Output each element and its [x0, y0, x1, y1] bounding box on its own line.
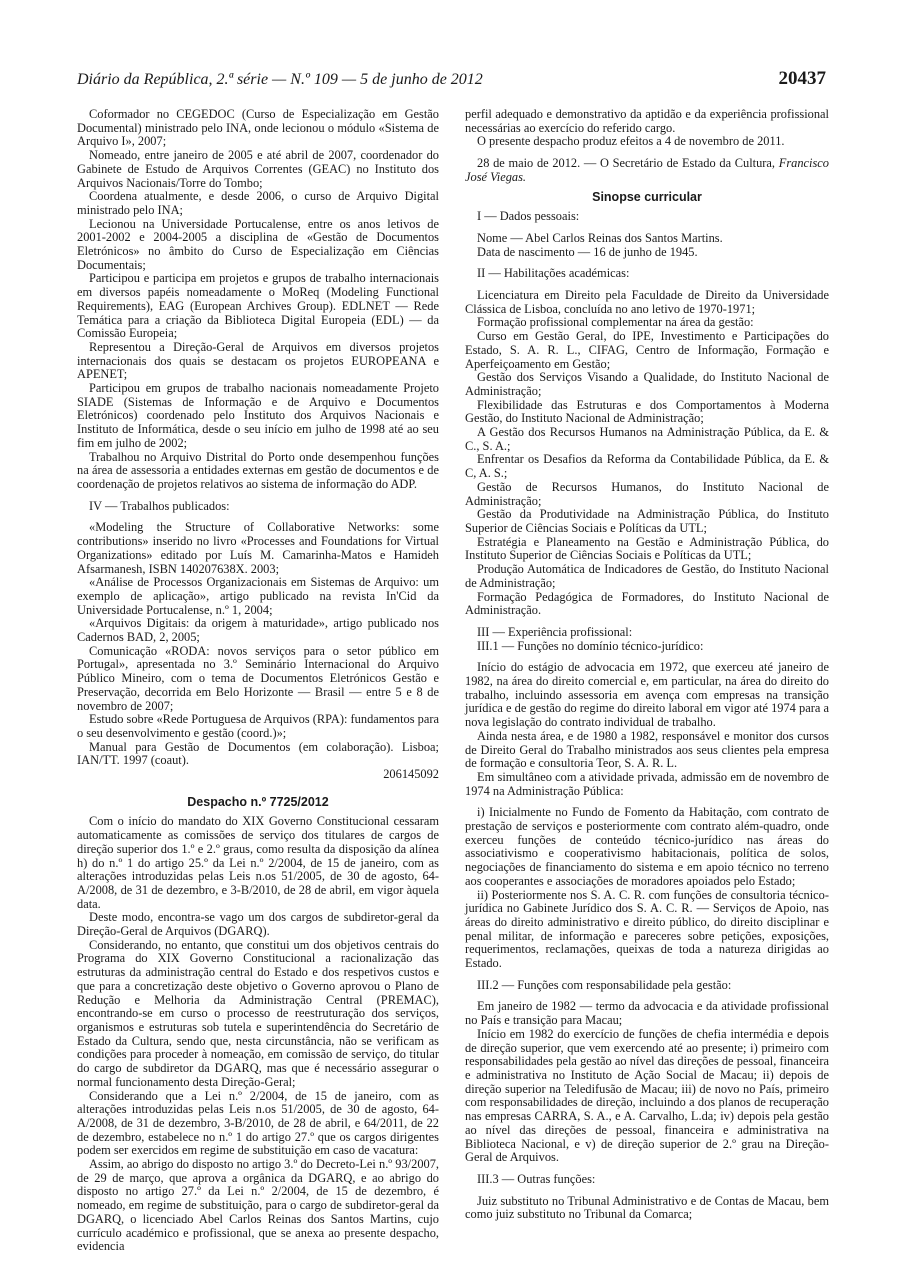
academic-item: Curso em Gestão Geral, do IPE, Investimento e Participações do Estado, S. A. R. L., CIFAG, Centro de Informação, Formação e Aperfeiçoamento em Gestão; — [465, 329, 829, 371]
experience-paragraph: Em janeiro de 1982 — termo da advocacia e da atividade profissional no País e transição para Macau; — [465, 999, 829, 1028]
section-heading: III — Experiência profissional: — [477, 624, 633, 639]
personal-item: Nome — Abel Carlos Reinas dos Santos Martins. — [477, 230, 723, 245]
cv-item: Participou e participa em projetos e grupos de trabalho internacionais em diversos papéis nomeadamente o MoReq (Modeling Functional Requirements), EAG (European Archives Group). EDLNET — Rede Temática para a criação da Biblioteca Digital Europeia (EDL) — da Comissão Europeia; — [77, 271, 439, 341]
despacho-paragraph: Deste modo, encontra-se vago um dos cargos de subdiretor-geral da Direção-Geral de Arquivos (DGARQ). — [77, 910, 439, 939]
publication-item: Manual para Gestão de Documentos (em colaboração). Lisboa; IAN/TT. 1997 (coaut). — [77, 739, 439, 768]
page-number: 20437 — [778, 68, 826, 89]
signature-line — [465, 157, 829, 184]
cv-item: Participou em grupos de trabalho nacionais nomeadamente Projeto SIADE (Sistemas de Informação e de Arquivo e Documentos Eletrónicos) coordenado pelo Instituto dos Arquivos Nacionais e Instituto de Informática, desde o seu início em julho de 1998 até ao seu fim em julho de 2002; — [77, 381, 439, 450]
experience-paragraph: Início em 1982 do exercício de funções de chefia intermédia e depois de direção superior, que vem exercendo até ao presente; i) primeiro com responsabilidades pela gestão ao nível das direções de pessoal, financeira e administrativa no Instituto de Ação Social de Macau; ii) depois de direção superior na Teledifusão de Macau; iii) de novo no País, primeiro com responsabilidades de direção, incluindo a dos planos de recuperação nas empresas CARRA, S. A., e A. Carvalho, L.da; iv) depois pela gestão ao nível das direções de pessoal, financeira e administrativa na Biblioteca Nacional, e v) de direção superior de 2.º grau na Direção-Geral de Arquivos. — [465, 1026, 829, 1165]
subsection-heading: III.3 — Outras funções: — [477, 1171, 596, 1186]
experience-paragraph: Ainda nesta área, e de 1980 a 1982, responsável e monitor dos cursos de Direito Geral do Trabalho ministrados aos seus clientes pela empresa de formação e consultoria Teor, S. A. R. L. — [465, 728, 829, 771]
publication-item: «Arquivos Digitais: da origem à maturidade», artigo publicado nos Cadernos BAD, 2, 2005; — [77, 616, 439, 645]
cv-item: Trabalhou no Arquivo Distrital do Porto onde desempenhou funções na área de assessoria a entidades externas em gestão de documentos e de coordenação de projetos relativos ao sistema de informação do ADP. — [77, 449, 439, 491]
academic-item: Gestão da Produtividade na Administração Pública, do Instituto Superior de Ciências Sociais e Políticas da UTL; — [465, 507, 829, 535]
cv-item: Representou a Direção-Geral de Arquivos em diversos projetos internacionais dos quais se destacam os projetos EUROPEANA e APENET; — [77, 339, 439, 382]
experience-item: i) Inicialmente no Fundo de Fomento da Habitação, com contrato de prestação de serviços e posteriormente com contrato além-quadro, onde exerceu funções de conteúdo técnico-jurídico nas áreas do associativismo e cooperativismo habitacionais, política de solos, negociações de financiamento do sistema e em apoio técnico no terreno aos cooperantes e associações de moradores apoiados pelo Estado; — [465, 805, 829, 888]
academic-item: Estratégia e Planeamento na Gestão e Administração Pública, do Instituto Superior de Ciências Sociais e Políticas da UTL; — [465, 534, 829, 563]
academic-item: Flexibilidade das Estruturas e dos Comportamentos à Moderna Gestão, do Instituto Nacional de Administração; — [465, 397, 829, 426]
journal-title: Diário da República, 2.ª série — N.º 109 — 5 de junho de 2012 — [77, 71, 483, 88]
personal-item: Data de nascimento — 16 de junho de 1945. — [477, 244, 698, 259]
section-heading: I — Dados pessoais: — [477, 209, 580, 224]
despacho-title: Despacho n.º 7725/2012 — [187, 794, 329, 809]
academic-item: Licenciatura em Direito pela Faculdade de Direito da Universidade Clássica de Lisboa, concluída no ano letivo de 1970-1971; — [465, 288, 829, 316]
left-column — [77, 108, 439, 1254]
academic-item: Formação profissional complementar na área da gestão: — [477, 315, 754, 330]
academic-item: Gestão dos Serviços Visando a Qualidade, do Instituto Nacional de Administração; — [465, 370, 829, 398]
sinopse-title: Sinopse curricular — [592, 189, 702, 204]
publications-heading: IV — Trabalhos publicados: — [89, 498, 230, 513]
despacho-paragraph: Considerando que a Lei n.º 2/2004, de 15 de janeiro, com as alterações introduzidas pelas Leis n.os 51/2005, de 30 de agosto, 64-A/2008, de 31 de dezembro, 3-B/2010, de 28 de abril, e 64/2011, de 22 de dezembro, estabelece no n.º 1 do artigo 27.º que os cargos dirigentes podem ser exercidos em regime de substituição em caso de vacatura: — [77, 1088, 439, 1158]
signatory-name: Francisco José Viegas. — [465, 156, 829, 184]
publication-item: Estudo sobre «Rede Portuguesa de Arquivos (RPA): fundamentos para o seu desenvolvimento e gestão (coord.)»; — [77, 712, 439, 740]
academic-item: A Gestão dos Recursos Humanos na Administração Pública, da E. & C., S. A.; — [465, 425, 829, 453]
despacho-paragraph: Assim, ao abrigo do disposto no artigo 3.º do Decreto-Lei n.º 93/2007, de 29 de março, que aprova a orgânica da DGARQ, e ao abrigo do disposto no artigo 27.º da Lei n.º 2/2004, de 15 de dezembro, é nomeado, em regime de substituição, para o cargo de subdiretor-geral da DGARQ, o licenciado Abel Carlos Reinas dos Santos Martins, cujo currículo académico e profissional, que se anexa ao presente despacho, evidencia — [77, 1157, 439, 1254]
experience-paragraph: Juiz substituto no Tribunal Administrativo e de Contas de Macau, bem como juiz substituto no Tribunal da Comarca; — [465, 1193, 829, 1222]
experience-item: ii) Posteriormente nos S. A. C. R. com funções de consultoria técnico-jurídica no Gabinete Jurídico dos S. A. C. R. — Serviços de Apoio, nas áreas do direito administrativo e direito público, do direito disciplinar e penal militar, de informação e pareceres sobre petições, exposições, requerimentos, reclamações, queixas de toda a natureza dirigidas ao Estado. — [465, 887, 829, 971]
subsection-heading: III.1 — Funções no domínio técnico-jurídico: — [477, 638, 704, 653]
publication-item: «Análise de Processos Organizacionais em Sistemas de Arquivo: um exemplo de aplicação», artigo publicado na revista In'Cid da Universidade Portucalense, n.º 1, 2004; — [77, 575, 439, 617]
publication-item: «Modeling the Structure of Collaborative Networks: some contributions» inserido no livro «Processes and Foundations for Virtual Organizations» editado por Luís M. Camarinha-Matos e Hamideh Afsarmanesh, ISBN 140207638X. 2003; — [77, 520, 439, 576]
academic-item: Formação Pedagógica de Formadores, do Instituto Nacional de Administração. — [465, 589, 829, 618]
despacho-paragraph: Com o início do mandato do XIX Governo Constitucional cessaram automaticamente as comissões de serviço dos titulares de cargos de direção superior dos 1.º e 2.º graus, como resulta da disposição da alínea h) do n.º 1 do artigo 25.º da Lei n.º 2/2004, de 15 de janeiro, com as alterações introduzidas pelas Leis n.os 51/2005, de 30 de agosto, 64-A/2008, de 31 de dezembro, e 3-B/2010, de 28 de abril, em vigor àquela data. — [77, 814, 439, 911]
section-heading: II — Habilitações académicas: — [477, 266, 630, 281]
subsection-heading: III.2 — Funções com responsabilidade pela gestão: — [477, 977, 732, 992]
academic-item: Produção Automática de Indicadores de Gestão, do Instituto Nacional de Administração; — [465, 562, 829, 590]
cv-item: Coordena atualmente, e desde 2006, o curso de Arquivo Digital ministrado pelo INA; — [77, 189, 439, 217]
experience-paragraph: Início do estágio de advocacia em 1972, que exerceu até janeiro de 1982, na área do direito comercial e, em particular, na área do direito do trabalho, incluindo assessoria em avença com empresas na transição jurídica e de gestão do regime do direito laboral em vigor até 1974 para a nova legislação do contrato individual de trabalho. — [465, 660, 829, 730]
despacho-paragraph: Considerando, no entanto, que constitui um dos objetivos centrais do Programa do XIX Governo Constitucional a racionalização das estruturas da administração central do Estado e dos respetivos custos e que para a concretização deste objetivo o Governo aprovou o Plano de Redução e Melhoria da Administração Central (PREMAC), encontrando-se em curso o processo de reestruturação dos serviços, organismos e estruturas sob tutela e superintendência do Secretário de Estado da Cultura, sendo que, nesta circunstância, não se verificam as condições para proceder à nomeação, em comissão de serviço, do titular do cargo de subdiretor da DGARQ, mas que é necessário assegurar o normal funcionamento desta Direção-Geral; — [77, 937, 439, 1089]
cv-item: Coformador no CEGEDOC (Curso de Especialização em Gestão Documental) ministrado pelo INA, onde lecionou o módulo «Sistema de Arquivo I», 2007; — [77, 107, 439, 149]
document-reference-number: 206145092 — [383, 767, 439, 782]
experience-paragraph: Em simultâneo com a atividade privada, admissão em de novembro de 1974 na Administração Pública: — [465, 769, 829, 798]
continuation-paragraph: perfil adequado e demonstrativo da aptidão e da experiência profissional necessárias ao exercício do referido cargo. — [465, 107, 829, 135]
signature-date: 28 de maio de 2012. — O Secretário de Estado da Cultura, — [477, 156, 776, 171]
continuation-paragraph: O presente despacho produz efeitos a 4 de novembro de 2011. — [477, 134, 785, 149]
publication-item: Comunicação «RODA: novos serviços para o setor público em Portugal», apresentada no 3.º Seminário Internacional do Arquivo Público Mineiro, com o tema de Documentos Eletrónicos Gestão e Preservação, decorrida em Belo Horizonte — Brasil — entre 5 e 8 de novembro de 2007; — [77, 643, 439, 713]
academic-item: Gestão de Recursos Humanos, do Instituto Nacional de Administração; — [465, 479, 829, 508]
page-header — [77, 68, 826, 92]
right-column — [465, 108, 829, 1222]
academic-item: Enfrentar os Desafios da Reforma da Contabilidade Pública, da E. & C, A. S.; — [465, 452, 829, 481]
cv-item: Lecionou na Universidade Portucalense, entre os anos letivos de 2001-2002 e 2004-2005 a disciplina de «Gestão de Documentos Eletrónicos» no âmbito do Curso de Especialização em Ciências Documentais; — [77, 216, 439, 272]
cv-item: Nomeado, entre janeiro de 2005 e até abril de 2007, coordenador do Gabinete de Estudo de Arquivos Correntes (GEAC) no Instituto dos Arquivos Nacionais/Torre do Tombo; — [77, 148, 439, 190]
